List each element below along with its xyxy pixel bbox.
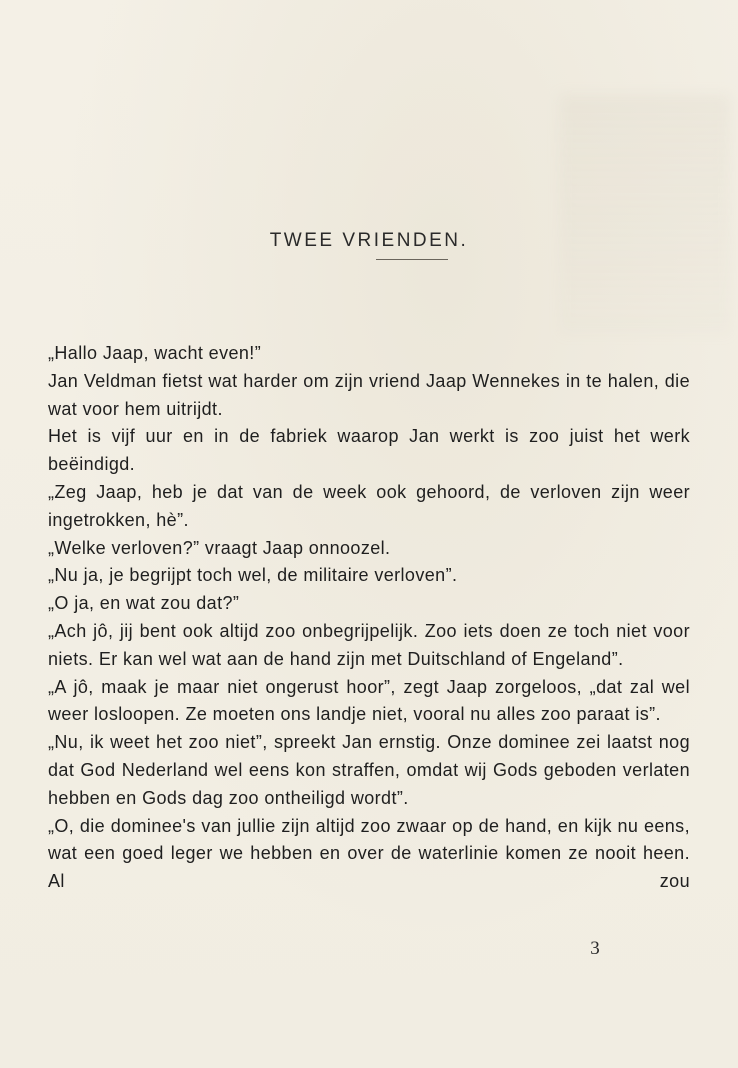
paragraph: „Nu ja, je begrijpt toch wel, de militaire verloven”. <box>48 565 458 586</box>
paragraph: „Ach jô, jij bent ook altijd zoo onbegrijpelijk. Zoo iets doen ze toch niet voor niets. Er kan wel wat aan de hand zijn met Duitschland of Engeland”. <box>48 620 690 669</box>
paragraph: „Zeg Jaap, heb je dat van de week ook gehoord, de verloven zijn weer ingetrokken, hè”. <box>48 481 690 530</box>
paragraph: Het is vijf uur en in de fabriek waarop Jan werkt is zoo juist het werk beëindigd. <box>48 426 690 475</box>
page-number: 3 <box>590 938 600 959</box>
chapter-title: TWEE VRIENDEN. <box>269 230 469 251</box>
paragraph: Jan Veldman fietst wat harder om zijn vriend Jaap Wennekes in te halen, die wat voor hem uitrijdt. <box>48 370 690 419</box>
body-text <box>48 340 690 896</box>
paragraph: „Nu, ik weet het zoo niet”, spreekt Jan ernstig. Onze dominee zei laatst nog dat God Nederland wel eens kon straffen, omdat wij Gods geboden verlaten hebben en Gods dag zoo ontheiligd wordt”. <box>48 732 690 808</box>
paragraph: „Hallo Jaap, wacht even!” <box>48 343 262 363</box>
title-underline <box>376 259 448 260</box>
paragraph: „O, die dominee's van jullie zijn altijd zoo zwaar op de hand, en kijk nu eens, wat een goed leger we hebben en over de waterlinie komen ze nooit heen. Al zou <box>48 815 690 892</box>
paragraph: „A jô, maak je maar niet ongerust hoor”, zegt Jaap zorgeloos, „dat zal wel weer losloopen. Ze moeten ons landje niet, vooral nu alles zoo paraat is”. <box>48 676 690 725</box>
paragraph: „O ja, en wat zou dat?” <box>48 593 240 614</box>
show-through-texture <box>560 95 730 335</box>
paragraph: „Welke verloven?” vraagt Jaap onnoozel. <box>48 537 391 558</box>
